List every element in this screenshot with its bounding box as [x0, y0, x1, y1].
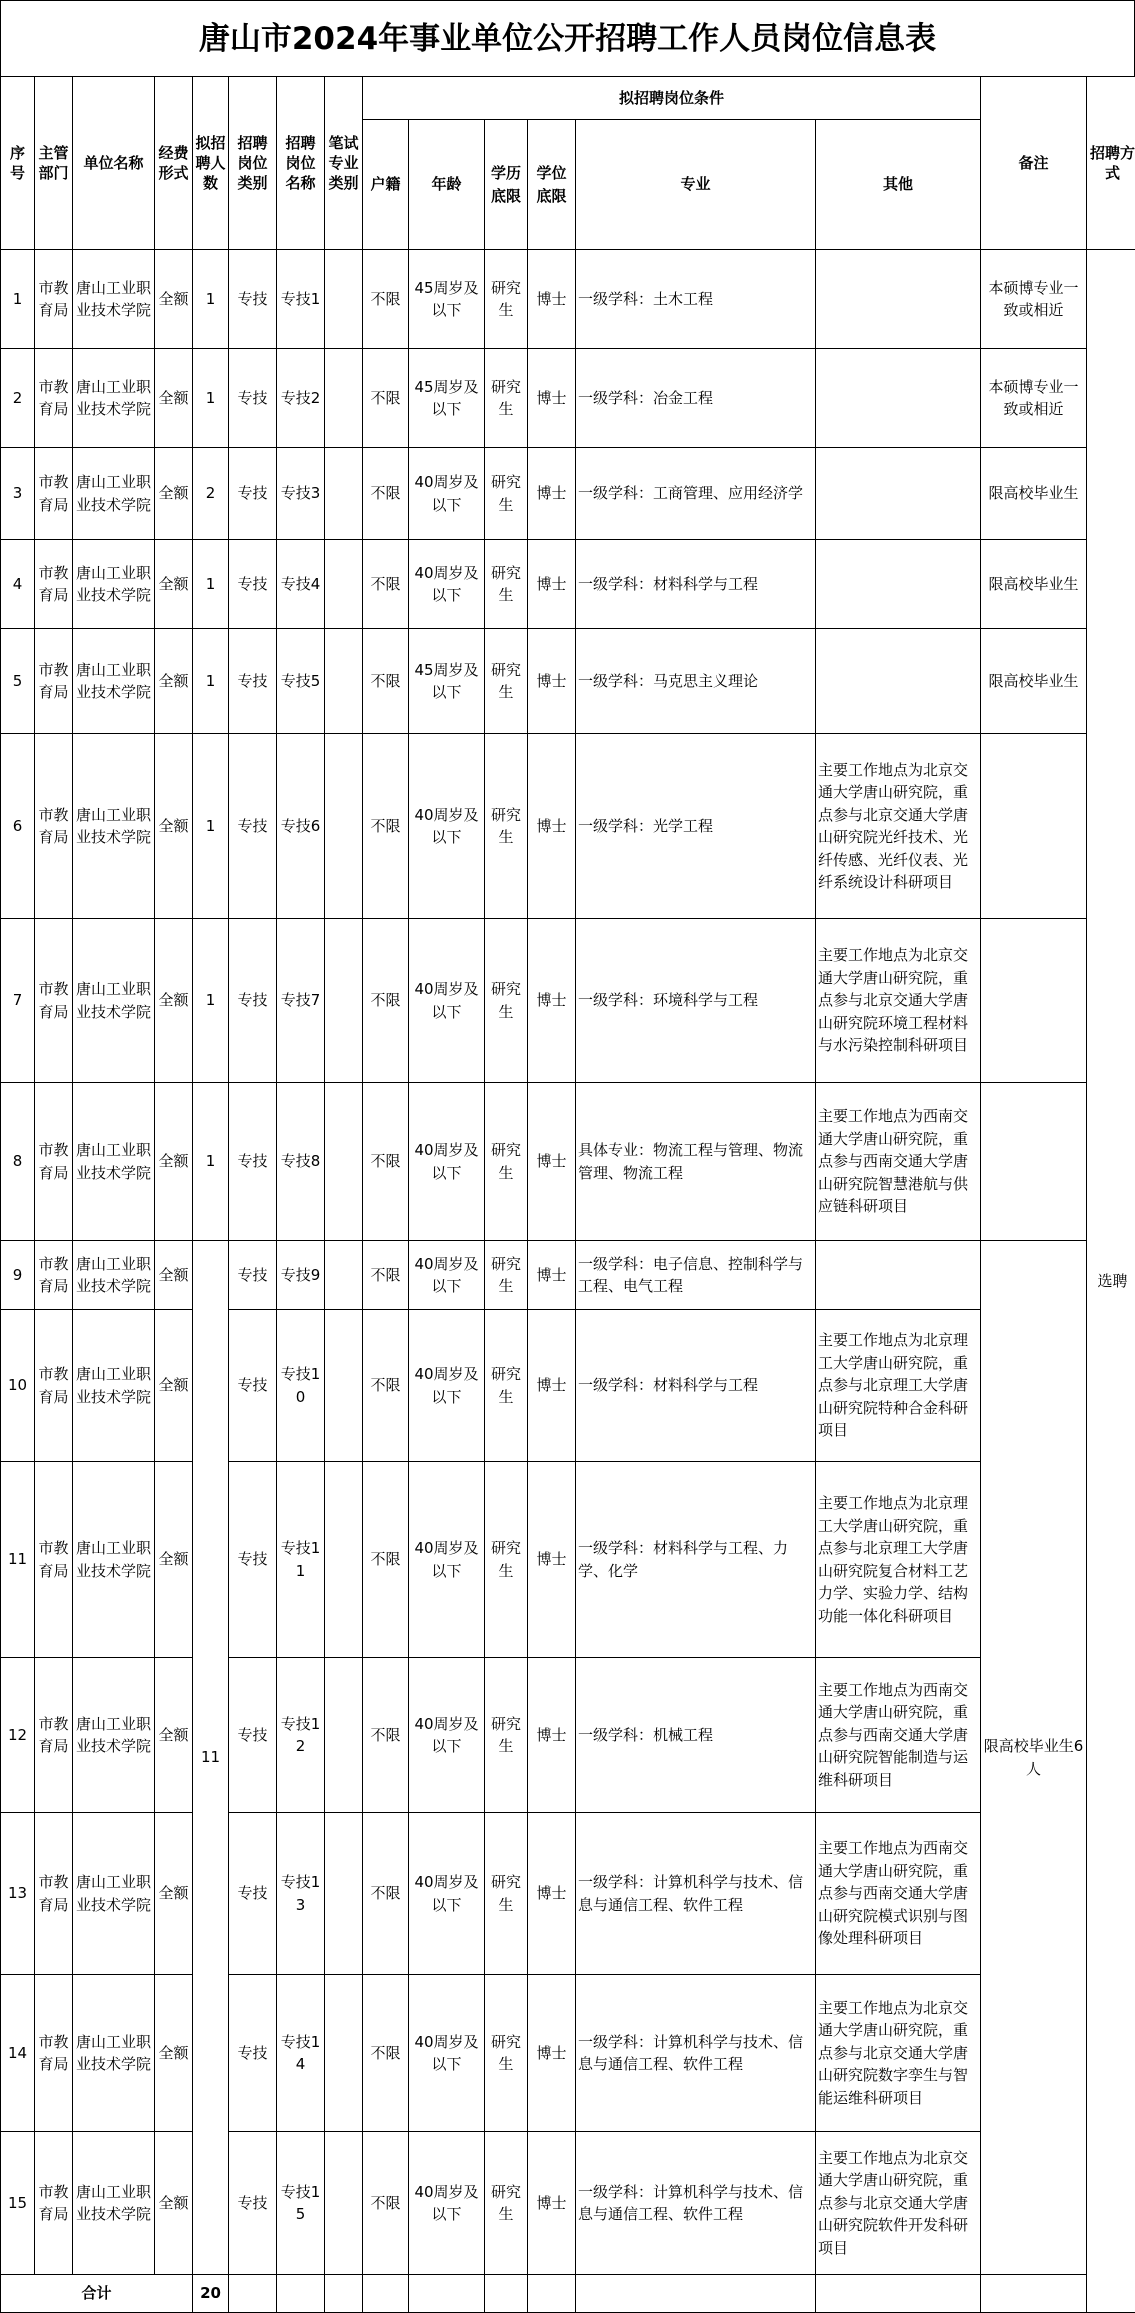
cell-seq: 4 [1, 540, 35, 629]
cell-degree: 博士 [528, 540, 576, 629]
cell-unit: 唐山工业职业技术学院 [73, 349, 155, 448]
cell-edu: 研究生 [485, 1813, 528, 1975]
cell-funding: 全额 [155, 1083, 193, 1241]
table-row [1, 349, 1135, 448]
cell-post-type: 专技 [229, 2132, 277, 2275]
cell-major: 一级学科：光学工程 [576, 734, 816, 919]
cell-count: 1 [193, 629, 229, 734]
cell-degree: 博士 [528, 919, 576, 1083]
cell-major: 一级学科：计算机科学与技术、信息与通信工程、软件工程 [576, 2132, 816, 2275]
cell-empty [485, 2275, 528, 2313]
cell-dept: 市教育局 [35, 1083, 73, 1241]
cell-other [816, 349, 981, 448]
cell-major: 一级学科：材料科学与工程、力学、化学 [576, 1462, 816, 1658]
cell-funding: 全额 [155, 629, 193, 734]
cell-age: 40周岁及以下 [409, 734, 485, 919]
cell-post-type: 专技 [229, 1083, 277, 1241]
cell-seq: 7 [1, 919, 35, 1083]
cell-post-type: 专技 [229, 629, 277, 734]
cell-unit: 唐山工业职业技术学院 [73, 1975, 155, 2132]
cell-post-name: 专技13 [277, 1813, 325, 1975]
cell-count: 1 [193, 919, 229, 1083]
cell-funding: 全额 [155, 2132, 193, 2275]
cell-funding: 全额 [155, 1658, 193, 1813]
cell-degree: 博士 [528, 2132, 576, 2275]
cell-remark-merged: 限高校毕业生6人 [981, 1241, 1087, 2275]
table-row [1, 1658, 1135, 1813]
cell-exam-type [325, 1083, 363, 1241]
cell-degree: 博士 [528, 448, 576, 540]
cell-count: 2 [193, 448, 229, 540]
cell-age: 45周岁及以下 [409, 250, 485, 349]
cell-empty [363, 2275, 409, 2313]
cell-age: 40周岁及以下 [409, 540, 485, 629]
cell-degree: 博士 [528, 1083, 576, 1241]
cell-other: 主要工作地点为北京交通大学唐山研究院，重点参与北京交通大学唐山研究院环境工程材料与水污染控制科研项目 [816, 919, 981, 1083]
cell-empty [528, 2275, 576, 2313]
cell-remark: 限高校毕业生 [981, 629, 1087, 734]
header-major: 专业 [576, 120, 816, 250]
cell-funding: 全额 [155, 1813, 193, 1975]
cell-other: 主要工作地点为北京交通大学唐山研究院，重点参与北京交通大学唐山研究院数字孪生与智能运维科研项目 [816, 1975, 981, 2132]
header-other: 其他 [816, 120, 981, 250]
cell-edu: 研究生 [485, 2132, 528, 2275]
cell-remark: 本硕博专业一致或相近 [981, 349, 1087, 448]
cell-exam-type [325, 1462, 363, 1658]
cell-unit: 唐山工业职业技术学院 [73, 448, 155, 540]
cell-empty [816, 2275, 981, 2313]
cell-huji: 不限 [363, 540, 409, 629]
cell-dept: 市教育局 [35, 734, 73, 919]
cell-other [816, 250, 981, 349]
cell-dept: 市教育局 [35, 349, 73, 448]
cell-major: 一级学科：冶金工程 [576, 349, 816, 448]
cell-other: 主要工作地点为北京理工大学唐山研究院，重点参与北京理工大学唐山研究院特种合金科研项目 [816, 1310, 981, 1462]
cell-major: 一级学科：环境科学与工程 [576, 919, 816, 1083]
cell-edu: 研究生 [485, 919, 528, 1083]
cell-post-type: 专技 [229, 1462, 277, 1658]
cell-post-type: 专技 [229, 919, 277, 1083]
cell-remark [981, 1083, 1087, 1241]
cell-funding: 全额 [155, 540, 193, 629]
cell-post-type: 专技 [229, 1241, 277, 1310]
cell-post-type: 专技 [229, 250, 277, 349]
cell-major: 一级学科：工商管理、应用经济学 [576, 448, 816, 540]
cell-other: 主要工作地点为西南交通大学唐山研究院，重点参与西南交通大学唐山研究院智慧港航与供应链科研项目 [816, 1083, 981, 1241]
cell-seq: 6 [1, 734, 35, 919]
cell-edu: 研究生 [485, 1083, 528, 1241]
table-row [1, 1083, 1135, 1241]
cell-age: 40周岁及以下 [409, 1975, 485, 2132]
header-exam-type: 笔试专业类别 [325, 77, 363, 250]
cell-funding: 全额 [155, 349, 193, 448]
cell-funding: 全额 [155, 1241, 193, 1310]
cell-empty [576, 2275, 816, 2313]
cell-post-type: 专技 [229, 1310, 277, 1462]
cell-post-name: 专技14 [277, 1975, 325, 2132]
cell-other [816, 540, 981, 629]
cell-huji: 不限 [363, 1083, 409, 1241]
cell-edu: 研究生 [485, 1462, 528, 1658]
cell-other [816, 448, 981, 540]
cell-unit: 唐山工业职业技术学院 [73, 1658, 155, 1813]
total-label: 合计 [1, 2275, 193, 2313]
table-row [1, 2132, 1135, 2275]
cell-age: 40周岁及以下 [409, 919, 485, 1083]
cell-post-name: 专技10 [277, 1310, 325, 1462]
cell-edu: 研究生 [485, 540, 528, 629]
cell-huji: 不限 [363, 734, 409, 919]
cell-seq: 2 [1, 349, 35, 448]
header-remark: 备注 [981, 77, 1087, 250]
cell-exam-type [325, 540, 363, 629]
cell-degree: 博士 [528, 1310, 576, 1462]
cell-degree: 博士 [528, 1975, 576, 2132]
cell-count: 1 [193, 250, 229, 349]
header-dept: 主管部门 [35, 77, 73, 250]
cell-empty [229, 2275, 277, 2313]
header-conditions: 拟招聘岗位条件 [363, 77, 981, 120]
header-huji: 户籍 [363, 120, 409, 250]
cell-edu: 研究生 [485, 448, 528, 540]
cell-exam-type [325, 250, 363, 349]
cell-huji: 不限 [363, 448, 409, 540]
cell-method: 选聘 [1087, 250, 1135, 2313]
cell-edu: 研究生 [485, 250, 528, 349]
cell-unit: 唐山工业职业技术学院 [73, 919, 155, 1083]
total-value: 20 [193, 2275, 229, 2313]
cell-dept: 市教育局 [35, 1241, 73, 1310]
cell-exam-type [325, 919, 363, 1083]
cell-post-name: 专技12 [277, 1658, 325, 1813]
cell-exam-type [325, 2132, 363, 2275]
header-degree: 学位底限 [528, 120, 576, 250]
cell-post-name: 专技7 [277, 919, 325, 1083]
cell-dept: 市教育局 [35, 2132, 73, 2275]
cell-edu: 研究生 [485, 1310, 528, 1462]
cell-degree: 博士 [528, 250, 576, 349]
cell-post-type: 专技 [229, 448, 277, 540]
cell-unit: 唐山工业职业技术学院 [73, 1813, 155, 1975]
table-row [1, 250, 1135, 349]
cell-post-type: 专技 [229, 1975, 277, 2132]
cell-age: 40周岁及以下 [409, 448, 485, 540]
cell-funding: 全额 [155, 1310, 193, 1462]
cell-empty [277, 2275, 325, 2313]
cell-funding: 全额 [155, 250, 193, 349]
cell-huji: 不限 [363, 1310, 409, 1462]
cell-degree: 博士 [528, 349, 576, 448]
table-row [1, 1310, 1135, 1462]
cell-dept: 市教育局 [35, 1462, 73, 1658]
cell-post-name: 专技5 [277, 629, 325, 734]
cell-exam-type [325, 734, 363, 919]
cell-remark [981, 734, 1087, 919]
cell-count: 1 [193, 1083, 229, 1241]
table-row [1, 1975, 1135, 2132]
cell-huji: 不限 [363, 349, 409, 448]
cell-seq: 13 [1, 1813, 35, 1975]
cell-seq: 1 [1, 250, 35, 349]
cell-dept: 市教育局 [35, 1310, 73, 1462]
cell-funding: 全额 [155, 448, 193, 540]
cell-post-name: 专技2 [277, 349, 325, 448]
cell-edu: 研究生 [485, 629, 528, 734]
table-row [1, 629, 1135, 734]
cell-edu: 研究生 [485, 349, 528, 448]
cell-remark: 本硕博专业一致或相近 [981, 250, 1087, 349]
cell-post-type: 专技 [229, 540, 277, 629]
cell-edu: 研究生 [485, 1658, 528, 1813]
cell-dept: 市教育局 [35, 1975, 73, 2132]
cell-seq: 8 [1, 1083, 35, 1241]
cell-dept: 市教育局 [35, 919, 73, 1083]
cell-post-name: 专技4 [277, 540, 325, 629]
cell-other: 主要工作地点为北京理工大学唐山研究院，重点参与北京理工大学唐山研究院复合材料工艺力学、实验力学、结构功能一体化科研项目 [816, 1462, 981, 1658]
header-seq: 序号 [1, 77, 35, 250]
cell-major: 一级学科：材料科学与工程 [576, 1310, 816, 1462]
cell-age: 40周岁及以下 [409, 1813, 485, 1975]
cell-funding: 全额 [155, 1975, 193, 2132]
cell-other: 主要工作地点为西南交通大学唐山研究院，重点参与西南交通大学唐山研究院模式识别与图像处理科研项目 [816, 1813, 981, 1975]
cell-post-name: 专技3 [277, 448, 325, 540]
cell-other: 主要工作地点为西南交通大学唐山研究院，重点参与西南交通大学唐山研究院智能制造与运维科研项目 [816, 1658, 981, 1813]
cell-unit: 唐山工业职业技术学院 [73, 540, 155, 629]
cell-huji: 不限 [363, 1241, 409, 1310]
cell-dept: 市教育局 [35, 448, 73, 540]
cell-funding: 全额 [155, 1462, 193, 1658]
cell-other: 主要工作地点为北京交通大学唐山研究院，重点参与北京交通大学唐山研究院光纤技术、光纤传感、光纤仪表、光纤系统设计科研项目 [816, 734, 981, 919]
cell-huji: 不限 [363, 2132, 409, 2275]
cell-major: 一级学科：马克思主义理论 [576, 629, 816, 734]
cell-age: 40周岁及以下 [409, 2132, 485, 2275]
table-row [1, 1462, 1135, 1658]
cell-age: 45周岁及以下 [409, 349, 485, 448]
cell-post-type: 专技 [229, 734, 277, 919]
cell-unit: 唐山工业职业技术学院 [73, 2132, 155, 2275]
cell-degree: 博士 [528, 1462, 576, 1658]
cell-degree: 博士 [528, 734, 576, 919]
cell-major: 一级学科：计算机科学与技术、信息与通信工程、软件工程 [576, 1975, 816, 2132]
table-row [1, 919, 1135, 1083]
cell-remark [981, 919, 1087, 1083]
cell-dept: 市教育局 [35, 250, 73, 349]
cell-huji: 不限 [363, 629, 409, 734]
cell-unit: 唐山工业职业技术学院 [73, 1462, 155, 1658]
cell-post-name: 专技8 [277, 1083, 325, 1241]
table-row [1, 448, 1135, 540]
cell-unit: 唐山工业职业技术学院 [73, 1083, 155, 1241]
recruitment-table [0, 76, 1135, 2313]
cell-huji: 不限 [363, 1975, 409, 2132]
header-post-type: 招聘岗位类别 [229, 77, 277, 250]
cell-remark: 限高校毕业生 [981, 540, 1087, 629]
cell-edu: 研究生 [485, 1975, 528, 2132]
cell-huji: 不限 [363, 919, 409, 1083]
cell-edu: 研究生 [485, 1241, 528, 1310]
cell-degree: 博士 [528, 1658, 576, 1813]
cell-major: 一级学科：电子信息、控制科学与工程、电气工程 [576, 1241, 816, 1310]
total-row [1, 2275, 1135, 2313]
table-row [1, 540, 1135, 629]
cell-huji: 不限 [363, 250, 409, 349]
cell-post-type: 专技 [229, 1658, 277, 1813]
cell-age: 40周岁及以下 [409, 1658, 485, 1813]
cell-count-merged: 11 [193, 1241, 229, 2275]
cell-count: 1 [193, 734, 229, 919]
cell-seq: 15 [1, 2132, 35, 2275]
header-age: 年龄 [409, 120, 485, 250]
header-method: 招聘方式 [1087, 77, 1135, 250]
cell-post-name: 专技11 [277, 1462, 325, 1658]
cell-exam-type [325, 1310, 363, 1462]
cell-empty [409, 2275, 485, 2313]
cell-unit: 唐山工业职业技术学院 [73, 1241, 155, 1310]
cell-post-name: 专技15 [277, 2132, 325, 2275]
cell-empty [981, 2275, 1087, 2313]
cell-age: 45周岁及以下 [409, 629, 485, 734]
cell-exam-type [325, 629, 363, 734]
cell-exam-type [325, 1975, 363, 2132]
cell-major: 一级学科：材料科学与工程 [576, 540, 816, 629]
cell-huji: 不限 [363, 1658, 409, 1813]
table-row [1, 1813, 1135, 1975]
cell-seq: 5 [1, 629, 35, 734]
cell-remark: 限高校毕业生 [981, 448, 1087, 540]
cell-count: 1 [193, 540, 229, 629]
cell-dept: 市教育局 [35, 540, 73, 629]
cell-unit: 唐山工业职业技术学院 [73, 629, 155, 734]
cell-funding: 全额 [155, 919, 193, 1083]
cell-post-type: 专技 [229, 349, 277, 448]
header-post-name: 招聘岗位名称 [277, 77, 325, 250]
header-funding: 经费形式 [155, 77, 193, 250]
cell-count: 1 [193, 349, 229, 448]
cell-post-type: 专技 [229, 1813, 277, 1975]
cell-post-name: 专技1 [277, 250, 325, 349]
cell-exam-type [325, 1658, 363, 1813]
cell-post-name: 专技6 [277, 734, 325, 919]
table-row [1, 1241, 1135, 1310]
cell-other [816, 1241, 981, 1310]
header-unit: 单位名称 [73, 77, 155, 250]
cell-seq: 10 [1, 1310, 35, 1462]
cell-empty [325, 2275, 363, 2313]
cell-seq: 14 [1, 1975, 35, 2132]
cell-unit: 唐山工业职业技术学院 [73, 250, 155, 349]
cell-seq: 11 [1, 1462, 35, 1658]
cell-post-name: 专技9 [277, 1241, 325, 1310]
cell-degree: 博士 [528, 1813, 576, 1975]
cell-major: 一级学科：计算机科学与技术、信息与通信工程、软件工程 [576, 1813, 816, 1975]
cell-exam-type [325, 349, 363, 448]
cell-huji: 不限 [363, 1813, 409, 1975]
cell-major: 一级学科：土木工程 [576, 250, 816, 349]
cell-dept: 市教育局 [35, 1813, 73, 1975]
table-row [1, 734, 1135, 919]
cell-seq: 9 [1, 1241, 35, 1310]
cell-age: 40周岁及以下 [409, 1462, 485, 1658]
cell-age: 40周岁及以下 [409, 1241, 485, 1310]
cell-age: 40周岁及以下 [409, 1083, 485, 1241]
cell-degree: 博士 [528, 1241, 576, 1310]
cell-unit: 唐山工业职业技术学院 [73, 734, 155, 919]
cell-degree: 博士 [528, 629, 576, 734]
page-title: 唐山市2024年事业单位公开招聘工作人员岗位信息表 [0, 0, 1135, 76]
cell-seq: 12 [1, 1658, 35, 1813]
header-edu: 学历底限 [485, 120, 528, 250]
cell-dept: 市教育局 [35, 629, 73, 734]
cell-major: 一级学科：机械工程 [576, 1658, 816, 1813]
cell-funding: 全额 [155, 734, 193, 919]
cell-exam-type [325, 448, 363, 540]
cell-dept: 市教育局 [35, 1658, 73, 1813]
header-count: 拟招聘人数 [193, 77, 229, 250]
cell-other [816, 629, 981, 734]
cell-unit: 唐山工业职业技术学院 [73, 1310, 155, 1462]
cell-other: 主要工作地点为北京交通大学唐山研究院，重点参与北京交通大学唐山研究院软件开发科研项目 [816, 2132, 981, 2275]
cell-exam-type [325, 1241, 363, 1310]
cell-age: 40周岁及以下 [409, 1310, 485, 1462]
cell-seq: 3 [1, 448, 35, 540]
cell-exam-type [325, 1813, 363, 1975]
cell-huji: 不限 [363, 1462, 409, 1658]
cell-major: 具体专业：物流工程与管理、物流管理、物流工程 [576, 1083, 816, 1241]
cell-edu: 研究生 [485, 734, 528, 919]
